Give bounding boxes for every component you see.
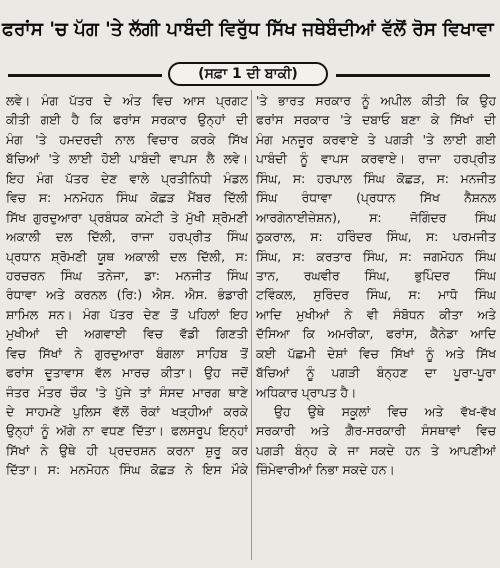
article-line: ਸਿੱਖਾਂ ਨੇ ਉਥੇ ਹੀ ਪ੍ਰਦਰਸ਼ਨ ਕਰਨਾ ਸ਼ੁਰੂ ਕਰ: [6, 443, 248, 458]
article-line: ਕਈ ਪੱਛਮੀ ਦੇਸ਼ਾਂ ਵਿਚ ਸਿੱਖਾਂ ਨੂੰ ਅਤੇ ਸਿੱਖ: [256, 346, 496, 361]
article-line: ਆਦਿ ਮੁਖੀਆਂ ਨੇ ਵੀ ਸੰਬੋਧਨ ਕੀਤਾ ਅਤੇ: [256, 307, 496, 322]
article-line: ਸਰਕਾਰੀ ਅਤੇ ਗ਼ੈਰ-ਸਰਕਾਰੀ ਸੰਸਥਾਵਾਂ ਵਿਚ: [256, 424, 496, 439]
article-line: ਪ੍ਰਧਾਨ ਸ਼੍ਰੋਮਣੀ ਯੂਥ ਅਕਾਲੀ ਦਲ ਦਿੱਲੀ, ਸ:: [6, 249, 248, 264]
article-line: ਬੱਚਿਆਂ ਨੂੰ ਪਗੜੀ ਬੰਨ੍ਹਣ ਦਾ ਪੂਰਾ-ਪੂਰਾ: [256, 366, 496, 381]
article-line: ਸਿੰਘ, ਸ: ਕਰਤਾਰ ਸਿੰਘ, ਸ: ਜਗਮੋਹਨ ਸਿੰਘ: [256, 249, 496, 264]
article-line: ਇਹ ਮੰਗ ਪੱਤਰ ਦੇਣ ਵਾਲੇ ਪ੍ਰਤੀਨਿਧੀ ਮੰਡਲ: [6, 171, 248, 186]
left-rule: [8, 74, 162, 77]
article-line: ਸਿੰਘ, ਸ: ਹਰਪਾਲ ਸਿੰਘ ਕੋਛੜ, ਸ: ਮਨਜੀਤ: [256, 171, 496, 186]
article-line: ਰੰਧਾਵਾ ਅਤੇ ਕਰਨਲ (ਰਿ:) ਐਸ. ਐਸ. ਭੰਡਾਰੀ: [6, 288, 248, 303]
article-line: ਠੁਕਰਾਲ, ਸ: ਹਰਿੰਦਰ ਸਿੰਘ, ਸ: ਪਰਮਜੀਤ: [256, 230, 496, 245]
article-line: ਪਾਬੰਦੀ ਨੂੰ ਵਾਪਸ ਕਰਵਾਏ। ਰਾਜਾ ਹਰਪ੍ਰੀਤ: [256, 152, 496, 167]
article-line: ਫਰਾਂਸ ਸਰਕਾਰ 'ਤੇ ਦਬਾਓ ਬਣਾ ਕੇ ਸਿੱਖਾਂ ਦੀ: [256, 113, 496, 128]
article-line: ਤਾਨ, ਰਘਵੀਰ ਸਿੰਘ, ਭੁਪਿੰਦਰ ਸਿੰਘ: [256, 268, 496, 283]
article-line: ਵਿਚ ਸਿੱਖਾਂ ਨੇ ਗੁਰਦੁਆਰਾ ਬੰਗਲਾ ਸਾਹਿਬ ਤੋਂ: [6, 346, 248, 361]
article-column-left: [6, 92, 248, 481]
column-divider: [251, 90, 252, 560]
article-line: ਪਗੜੀ ਬੰਨ੍ਹ ਕੇ ਜਾ ਸਕਦੇ ਹਨ ਤੇ ਆਪਣੀਆਂ: [256, 443, 496, 458]
right-rule: [336, 74, 490, 77]
article-line: ਜ਼ਿੰਮੇਵਾਰੀਆਂ ਨਿਭਾ ਸਕਦੇ ਹਨ।: [256, 463, 395, 478]
article-line: ਮੰਗ ਮਨਜ਼ੂਰ ਕਰਵਾਏ ਤੇ ਪਗੜੀ 'ਤੇ ਲਾਈ ਗਈ: [256, 132, 496, 147]
article-line: ਉਨ੍ਹਾਂ ਨੂੰ ਅੱਗੇ ਨਾ ਵਧਣ ਦਿੱਤਾ। ਫਲਸਰੂਪ ਇਨ੍ਹਾਂ: [6, 424, 248, 439]
article-line: ਹਰਚਰਨ ਸਿੰਘ ਤਨੇਜਾ, ਡਾ: ਮਨਜੀਤ ਸਿੰਘ: [6, 268, 248, 283]
article-line: ਮੁਖੀਆਂ ਦੀ ਅਗਵਾਈ ਵਿਚ ਵੱਡੀ ਗਿਣਤੀ: [6, 327, 248, 342]
article-line: ਮੰਗ 'ਤੇ ਹਮਦਰਦੀ ਨਾਲ ਵਿਚਾਰ ਕਰਕੇ ਸਿੱਖ: [6, 132, 248, 147]
article-line: ਸ਼ਾਮਿਲ ਸਨ। ਮੰਗ ਪੱਤਰ ਦੇਣ ਤੋਂ ਪਹਿਲਾਂ ਇਹ: [6, 307, 248, 322]
article-line: ਕੀਤੀ ਗਈ ਹੈ ਕਿ ਫਰਾਂਸ ਸਰਕਾਰ ਉਨ੍ਹਾਂ ਦੀ: [6, 113, 248, 128]
article-line: ਬੱਚਿਆਂ 'ਤੇ ਲਾਈ ਹੋਈ ਪਾਬੰਦੀ ਵਾਪਸ ਲੈ ਲਵੇ।: [6, 152, 248, 167]
headline: ਫਰਾਂਸ 'ਚ ਪੱਗ 'ਤੇ ਲੱਗੀ ਪਾਬੰਦੀ ਵਿਰੁੱਧ ਸਿੱਖ ਜਥੇਬੰਦੀਆਂ ਵੱਲੋਂ ਰੋਸ ਵਿਖਾਵਾ: [2, 19, 494, 40]
article-line: ਜੰਤਰ ਮੰਤਰ ਚੌਕ 'ਤੇ ਪੁੱਜੇ ਤਾਂ ਸੰਸਦ ਮਾਰਗ ਥਾਣੇ: [6, 385, 248, 400]
article-line: ਦੇ ਸਾਹਮਣੇ ਪੁਲਿਸ ਵੱਲੋਂ ਰੋਕਾਂ ਖੜ੍ਹੀਆਂ ਕਰਕੇ: [6, 405, 248, 419]
article-line: ਅਧਿਕਾਰ ਪ੍ਰਾਪਤ ਹੈ।: [256, 385, 357, 400]
article-column-right: [256, 92, 496, 481]
article-line: ਲਵੇ। ਮੰਗ ਪੱਤਰ ਦੇ ਅੰਤ ਵਿਚ ਆਸ ਪ੍ਰਗਟ: [6, 94, 248, 108]
article-line: ਟਵਿੰਕਲ, ਸੁਰਿੰਦਰ ਸਿੰਘ, ਸ: ਮਾਧੋ ਸਿੰਘ: [256, 288, 496, 303]
article-line: ਅਕਾਲੀ ਦਲ ਦਿੱਲੀ, ਰਾਜਾ ਹਰਪ੍ਰੀਤ ਸਿੰਘ: [6, 230, 248, 245]
continuation-banner: [0, 62, 500, 88]
article-line: ਦਿੱਤਾ। ਸ: ਮਨਮੋਹਨ ਸਿੰਘ ਕੋਛੜ ਨੇ ਇਸ ਮੌਕੇ: [6, 463, 248, 478]
article-line: ਦੱਸਿਆ ਕਿ ਅਮਰੀਕਾ, ਫਰਾਂਸ, ਕੈਨੇਡਾ ਆਦਿ: [256, 327, 496, 342]
article-line: ਸਿੱਖ ਗੁਰਦੁਆਰਾ ਪ੍ਰਬੰਧਕ ਕਮੇਟੀ ਤੇ ਮੁੱਖੀ ਸ਼੍ਰੋਮਣੀ: [6, 210, 248, 225]
article-line: ਆਰਗੇਨਾਈਜ਼ੇਸ਼ਨ), ਸ: ਜੋਗਿੰਦਰ ਸਿੰਘ: [256, 210, 496, 225]
continuation-label: (ਸਫ਼ਾ 1 ਦੀ ਬਾਕੀ): [168, 62, 328, 86]
article-line: ਸਿੰਘ ਰੰਧਾਵਾ (ਪ੍ਰਧਾਨ ਸਿੱਖ ਨੈਸ਼ਨਲ: [256, 191, 496, 206]
article-line: ਵਿਚ ਸ: ਮਨਮੋਹਨ ਸਿੰਘ ਕੋਛੜ ਮੈਂਬਰ ਦਿੱਲੀ: [6, 191, 248, 206]
article-line: 'ਤੇ ਭਾਰਤ ਸਰਕਾਰ ਨੂੰ ਅਪੀਲ ਕੀਤੀ ਕਿ ਉਹ: [256, 94, 496, 108]
article-line: ਉਹ ਉਥੇ ਸਕੂਲਾਂ ਵਿਚ ਅਤੇ ਵੱਖ-ਵੱਖ: [274, 405, 496, 419]
article-line: ਫਰਾਂਸ ਦੂਤਾਵਾਸ ਵੱਲ ਮਾਰਚ ਕੀਤਾ। ਉਹ ਜਦੋਂ: [6, 366, 248, 381]
